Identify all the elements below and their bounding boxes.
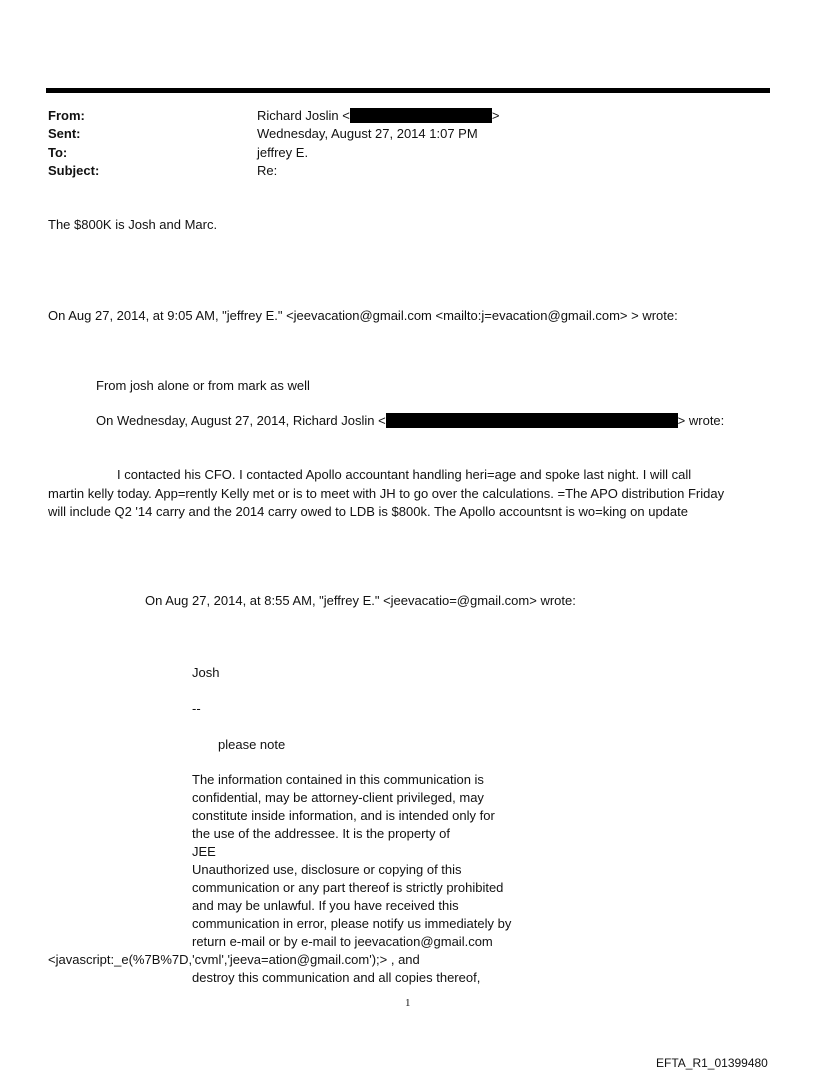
- quote2-header: [96, 413, 724, 428]
- page-number: 1: [405, 997, 411, 1009]
- disclaimer-line: constitute inside information, and is intended only for: [192, 808, 495, 823]
- from-lt: <: [342, 108, 350, 123]
- disclaimer-last-line: destroy this communication and all copies thereof,: [192, 970, 481, 985]
- quote3-name: Josh: [192, 665, 220, 680]
- quote2-line-1: I contacted his CFO. I contacted Apollo accountant handling heri=age and spoke last night. I will call: [117, 467, 692, 482]
- from-name: Richard Joslin: [257, 108, 339, 123]
- header-rule: [46, 88, 770, 93]
- from-label: From:: [48, 108, 85, 123]
- signature-separator: --: [192, 701, 201, 716]
- from-gt: >: [491, 108, 500, 123]
- quote2-line-3: will include Q2 '14 carry and the 2014 carry owed to LDB is $800k. The Apollo accountsnt is wo=king on update: [48, 504, 688, 519]
- redaction-box: [350, 108, 492, 123]
- quote2-header-pre: On Wednesday, August 27, 2014, Richard Joslin <: [96, 413, 386, 428]
- disclaimer-line: communication in error, please notify us immediately by: [192, 916, 512, 931]
- disclaimer-line: JEE: [192, 844, 216, 859]
- disclaimer-line: return e-mail or by e-mail to jeevacation@gmail.com: [192, 934, 493, 949]
- quote2-line-2: martin kelly today. App=rently Kelly met or is to meet with JH to go over the calculations. =The APO distribution Friday: [48, 486, 725, 501]
- javascript-link[interactable]: <javascript:_e(%7B%7D,'cvml','jeeva=ation@gmail.com');> , and: [48, 952, 420, 967]
- disclaimer-line: Unauthorized use, disclosure or copying of this: [192, 862, 462, 877]
- subject-label: Subject:: [48, 163, 100, 178]
- from-value: [257, 108, 499, 123]
- disclaimer-line: confidential, may be attorney-client privileged, may: [192, 790, 484, 805]
- sent-label: Sent:: [48, 126, 81, 141]
- subject-value: Re:: [257, 163, 278, 178]
- to-label: To:: [48, 145, 68, 160]
- document-id: EFTA_R1_01399480: [656, 1056, 768, 1070]
- quote1-text: From josh alone or from mark as well: [96, 378, 310, 393]
- disclaimer-line: and may be unlawful. If you have received this: [192, 898, 459, 913]
- to-value: jeffrey E.: [257, 145, 309, 160]
- quote3-header: On Aug 27, 2014, at 8:55 AM, "jeffrey E." <jeevacatio=@gmail.com> wrote:: [145, 593, 576, 608]
- quote1-header: On Aug 27, 2014, at 9:05 AM, "jeffrey E." <jeevacation@gmail.com <mailto:j=evacation@gmail.com> > wrote:: [48, 308, 678, 323]
- disclaimer-line: the use of the addressee. It is the property of: [192, 826, 450, 841]
- quote2-header-post: > wrote:: [677, 413, 725, 428]
- sent-value: Wednesday, August 27, 2014 1:07 PM: [257, 126, 478, 141]
- redaction-box: [386, 413, 678, 428]
- please-note: please note: [218, 737, 286, 752]
- disclaimer-line: communication or any part thereof is strictly prohibited: [192, 880, 504, 895]
- disclaimer-line: The information contained in this communication is: [192, 772, 484, 787]
- reply-text: The $800K is Josh and Marc.: [48, 217, 218, 232]
